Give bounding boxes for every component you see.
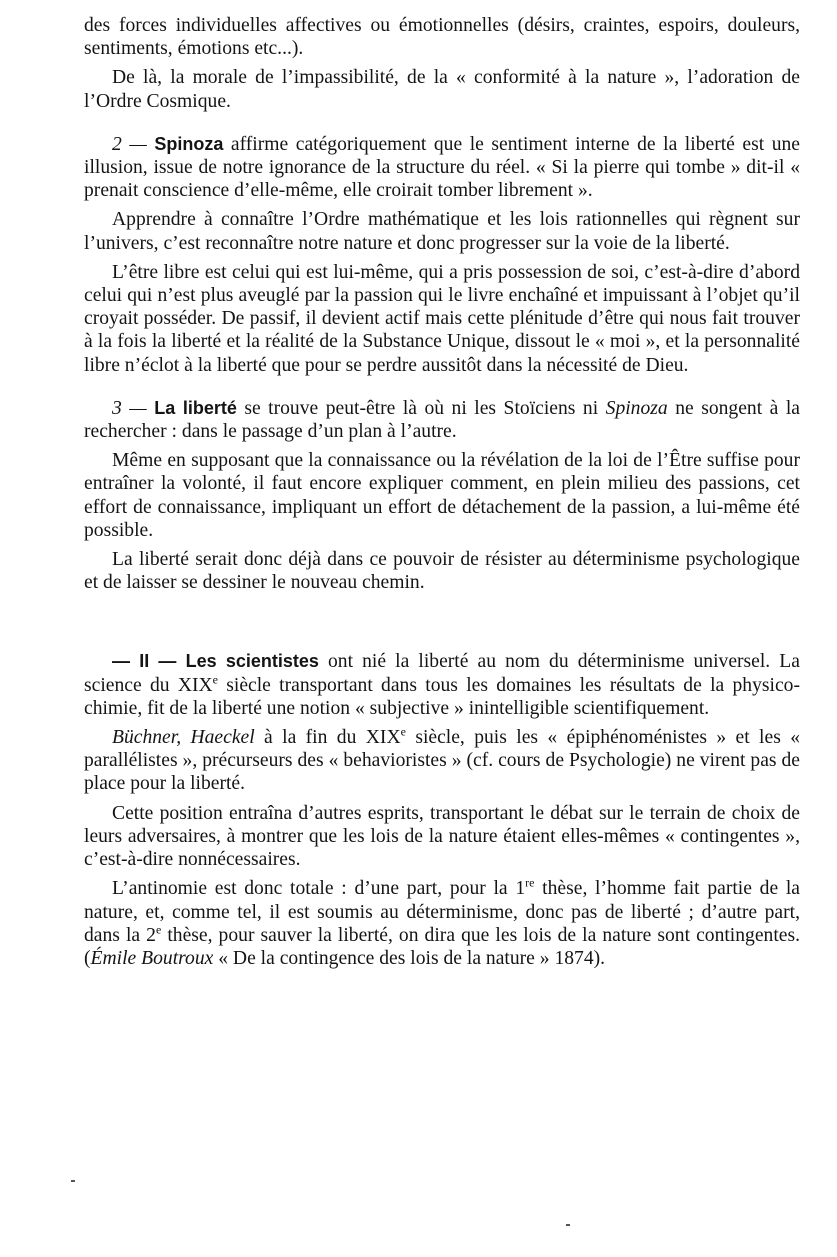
- section-heading-liberte: La liberté: [154, 397, 237, 418]
- paragraph-text: ont nié la liberté au nom du déterminisme universel. La science du XIX: [84, 651, 800, 696]
- paragraph-connaissance: Même en supposant que la connaissance ou la révélation de la loi de l’Être suffise pour entraîner la volonté, il faut encore expliquer comment, en plein milieu des passions, cet effort de connaissance, impliquant un effort de détachement de la passion, a lui-même été possible.: [84, 450, 800, 541]
- superscript: e: [212, 672, 218, 687]
- paragraph-ordre: Apprendre à connaître l’Ordre mathématique et les lois rationnelles qui règnent sur l’univers, c’est reconnaître notre nature et donc progresser sur la voie de la liberté.: [84, 209, 800, 254]
- paragraph-text: L’antinomie est donc totale : d’une part, pour la 1: [112, 878, 526, 900]
- paragraph-pouvoir: La liberté serait donc déjà dans ce pouvoir de résister au déterminisme psychologique et de laisser se dessiner le nouveau chemin.: [84, 549, 800, 594]
- scan-speck: [71, 1180, 75, 1182]
- italic-name: Spinoza: [605, 397, 668, 419]
- section-number: 2 —: [112, 133, 147, 155]
- paragraph-liberte: [84, 397, 800, 443]
- section-heading-spinoza: Spinoza: [154, 133, 224, 154]
- paragraph-text: se trouve peut-être là où ni les Stoïciens ni: [236, 397, 606, 419]
- paragraph-text: thèse, pour sauver la liberté, on dira que les lois de la nature sont contingentes. (: [84, 924, 801, 969]
- paragraph-text: « De la contingence des lois de la nature » 1874).: [213, 947, 606, 969]
- section-heading-scientistes: Les scientistes: [176, 651, 319, 672]
- paragraph-text: siècle transportant dans tous les domaines les résultats de la physico-chimie, fit de la liberté une notion « subjective » inintelligible scientifiquement.: [84, 674, 800, 719]
- superscript: re: [525, 875, 535, 890]
- scan-speck: [566, 1224, 570, 1226]
- superscript: e: [400, 724, 406, 739]
- paragraph-etre-libre: L’être libre est celui qui est lui-même, qui a pris possession de soi, c’est-à-dire d’abord celui qui n’est plus aveuglé par la passion qui le livre enchaîné et impuissant à l’objet qu’il croyait posséder. De passif, il devient actif mais cette plénitude d’être qui nous fait trouver à la fois la liberté et la réalité de la Substance Unique, dissout le « moi », et la personnalité libre n’éclot à la liberté que pour se perdre aussitôt dans la nécessité de Dieu.: [84, 261, 800, 376]
- superscript: e: [155, 922, 162, 937]
- italic-author: Émile Boutroux: [90, 947, 214, 969]
- section-number: 3 —: [112, 397, 147, 419]
- paragraph-text: thèse, l’homme fait partie de la nature, et, comme tel, il est soumis au déterminisme, donc pas de liberté ; d’autre part, dans la 2: [84, 878, 801, 946]
- paragraph-stoics-end: des forces individuelles affectives ou émotionnelles (désirs, craintes, espoirs, douleurs, sentiments, émotions etc...).: [84, 15, 800, 60]
- paragraph-text: siècle, puis les « épiphénoménistes » et les « parallélistes », précurseurs des « behavioristes » (cf. cours de Psychologie) ne virent pas de place pour la liberté.: [84, 727, 800, 795]
- paragraph-antinomie: [84, 877, 800, 970]
- paragraph-text: à la fin du XIX: [254, 727, 401, 749]
- paragraph-morale: De là, la morale de l’impassibilité, de la « conformité à la nature », l’adoration de l’Ordre Cosmique.: [84, 67, 800, 112]
- paragraph-text: affirme catégoriquement que le sentiment interne de la liberté est une illusion, issue de notre ignorance de la structure du réel. « Si la pierre qui tombe » dit-il « prenait conscience d’elle-même, elle croirait tomber librement ».: [84, 133, 801, 202]
- section-heading-roman: — II —: [112, 651, 177, 672]
- italic-names: Büchner, Haeckel: [112, 727, 255, 749]
- paragraph-contingence: Cette position entraîna d’autres esprits, transportant le débat sur le terrain de choix de leurs adversaires, à montrer que les lois de la nature étaient elles-mêmes « contingentes », c’est-à-dire nonnécessaires.: [84, 802, 800, 871]
- paragraph-text: ne songent à la rechercher : dans le passage d’un plan à l’autre.: [84, 397, 800, 443]
- page-text: [84, 14, 800, 970]
- paragraph-spinoza: [84, 133, 800, 203]
- paragraph-scientistes: [84, 650, 800, 720]
- paragraph-buchner: [84, 726, 800, 796]
